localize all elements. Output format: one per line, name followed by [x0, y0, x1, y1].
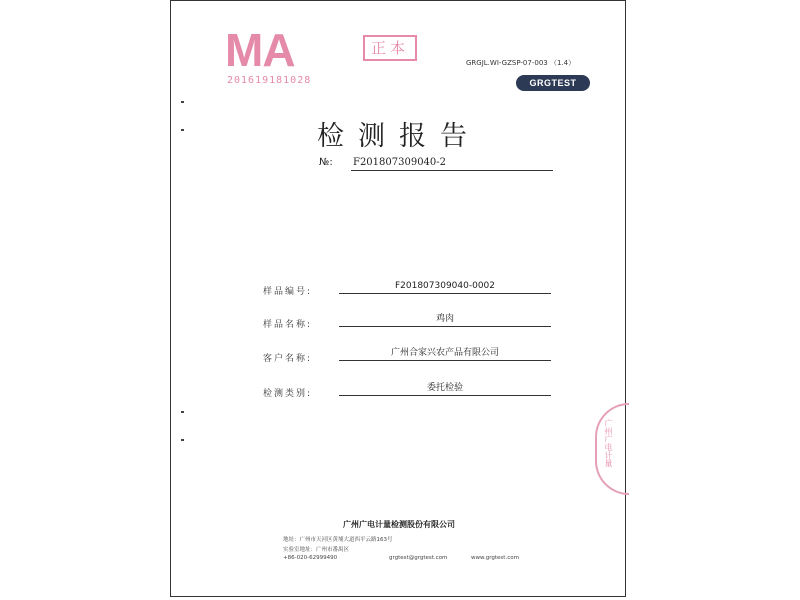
cma-certification-stamp	[225, 24, 317, 93]
report-page	[170, 0, 626, 597]
field-value-client-name: 广州合家兴农产品有限公司	[339, 346, 551, 361]
field-label-sample-name: 样品名称:	[263, 320, 313, 330]
report-number-label: №:	[319, 157, 333, 168]
footer-website: www.grgtest.com	[471, 555, 519, 561]
binding-mark	[181, 439, 184, 441]
footer-phone: +86-020-62999490	[283, 555, 338, 561]
cma-number: 201619181028	[227, 75, 312, 86]
seal-stamp-text: 广州广电计量	[604, 419, 613, 467]
binding-mark	[181, 411, 184, 413]
grgtest-logo: GRGTEST	[516, 75, 590, 91]
report-title: 检测报告	[317, 121, 481, 152]
footer-email: grgtest@grgtest.com	[389, 555, 448, 561]
field-value-sample-name: 鸡肉	[339, 312, 551, 327]
original-copy-stamp: 正本	[363, 35, 417, 61]
field-value-sample-number: F201807309040-0002	[339, 279, 551, 294]
field-label-client-name: 客户名称:	[263, 354, 313, 364]
report-number-value: F201807309040-2	[351, 157, 553, 171]
footer-company-name: 广州广电计量检测股份有限公司	[343, 520, 455, 529]
form-code: GRGJL.WI-GZSP-07-003 （1.4）	[466, 59, 576, 67]
footer-lab-address: 实验室地址：广州市番禺区	[283, 547, 350, 553]
field-label-test-type: 检测类别:	[263, 389, 313, 399]
cma-logo: MA	[225, 24, 295, 76]
footer-address: 地址：广州市天河区黄埔大道西平云路163号	[283, 537, 393, 543]
field-value-test-type: 委托检验	[339, 381, 551, 396]
field-label-sample-number: 样品编号:	[263, 287, 313, 297]
binding-mark	[181, 101, 184, 103]
